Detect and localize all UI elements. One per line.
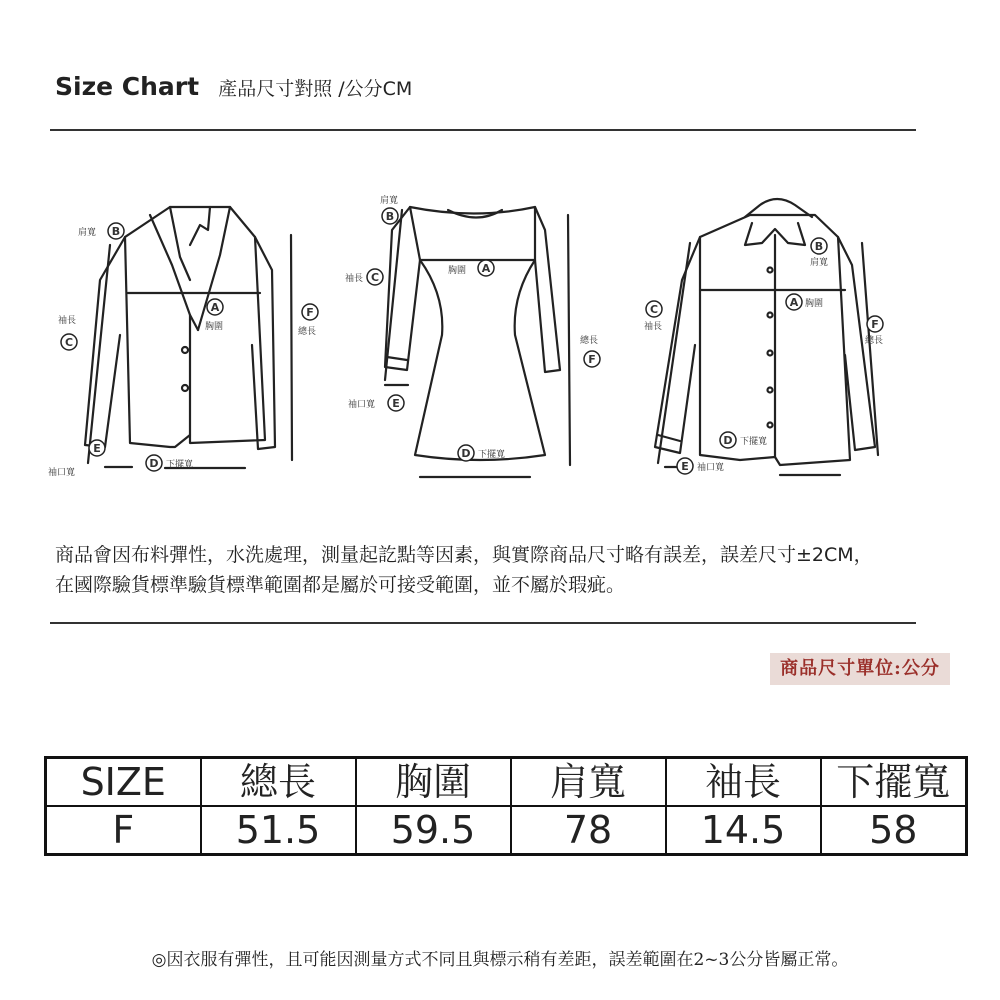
svg-text:肩寬: 肩寬: [810, 258, 829, 268]
svg-text:D: D: [461, 447, 471, 460]
shirt-illustration: [655, 199, 878, 475]
table-header-row: [46, 758, 967, 807]
jacket-label-f: [298, 304, 318, 337]
dress-label-e: [348, 395, 404, 411]
svg-text:袖口寬: 袖口寬: [697, 463, 725, 473]
note-line-2: 在國際驗貨標準驗貨標準範圍都是屬於可接受範圍，並不屬於瑕疵。: [55, 574, 626, 596]
svg-text:D: D: [149, 457, 159, 470]
svg-text:下擺寬: 下擺寬: [166, 460, 194, 470]
shirt-label-c: [644, 301, 662, 332]
svg-text:A: A: [789, 296, 799, 309]
table-row: [46, 806, 967, 855]
svg-text:B: B: [814, 240, 824, 253]
svg-text:總長: 總長: [580, 336, 599, 346]
header-sleeve: 袖長: [666, 758, 821, 807]
dress-label-c: [345, 269, 383, 285]
shirt-label-b: [810, 238, 828, 268]
size-table: [44, 756, 968, 856]
svg-text:肩寬: 肩寬: [380, 196, 399, 206]
svg-text:袖長: 袖長: [345, 274, 364, 284]
top-divider: [50, 129, 916, 131]
shirt-label-d: [720, 432, 767, 448]
svg-text:下擺寬: 下擺寬: [740, 437, 768, 447]
svg-text:C: C: [649, 303, 659, 316]
dress-label-f: [580, 334, 600, 367]
svg-text:A: A: [210, 301, 220, 314]
shirt-label-e: [677, 458, 724, 474]
dress-label-b: [380, 194, 398, 224]
svg-text:D: D: [723, 434, 733, 447]
measurement-note: [55, 540, 995, 600]
svg-text:肩寬: 肩寬: [78, 228, 97, 238]
svg-text:B: B: [111, 225, 121, 238]
svg-text:袖口寬: 袖口寬: [348, 400, 376, 410]
garment-diagrams: [40, 185, 960, 495]
jacket-label-e: [48, 440, 105, 478]
svg-text:總長: 總長: [865, 336, 884, 346]
header-size: SIZE: [46, 758, 201, 807]
cell-hem: 58: [821, 806, 967, 855]
dress-illustration: [385, 207, 570, 477]
svg-text:袖長: 袖長: [58, 316, 77, 326]
svg-text:總長: 總長: [298, 327, 317, 337]
svg-text:E: E: [392, 397, 400, 410]
middle-divider: [50, 622, 916, 624]
svg-text:E: E: [681, 460, 689, 473]
jacket-label-a: [205, 299, 223, 332]
svg-text:E: E: [93, 442, 101, 455]
unit-badge: 商品尺寸單位:公分: [770, 653, 950, 685]
dress-label-a: [448, 260, 494, 276]
svg-text:胸圍: 胸圍: [448, 266, 467, 276]
header-hem: 下擺寬: [821, 758, 967, 807]
svg-text:A: A: [481, 262, 491, 275]
header-total-length: 總長: [201, 758, 356, 807]
header-chest: 胸圍: [356, 758, 511, 807]
svg-text:袖長: 袖長: [644, 322, 663, 332]
jacket-label-c: [58, 314, 77, 350]
svg-text:F: F: [871, 318, 879, 331]
header-shoulder: 肩寬: [511, 758, 666, 807]
svg-text:B: B: [385, 210, 395, 223]
svg-text:C: C: [370, 271, 380, 284]
svg-text:下擺寬: 下擺寬: [478, 450, 506, 460]
cell-size: F: [46, 806, 201, 855]
svg-text:F: F: [588, 353, 596, 366]
size-chart-title: Size Chart: [55, 72, 200, 101]
garment-diagrams-svg: [40, 185, 960, 495]
page-header: [55, 72, 412, 101]
cell-shoulder: 78: [511, 806, 666, 855]
svg-text:胸圍: 胸圍: [805, 299, 824, 309]
svg-text:胸圍: 胸圍: [205, 322, 224, 332]
size-chart-subtitle: 產品尺寸對照 /公分CM: [218, 78, 413, 100]
jacket-label-b: [78, 223, 124, 239]
note-line-1: 商品會因布料彈性，水洗處理，測量起訖點等因素，與實際商品尺寸略有誤差，誤差尺寸±2CM，: [55, 544, 873, 566]
footnote: ◎因衣服有彈性，且可能因測量方式不同且與標示稍有差距，誤差範圍在2~3公分皆屬正常。: [151, 950, 849, 970]
svg-text:C: C: [64, 336, 74, 349]
jacket-label-d: [146, 455, 193, 471]
svg-text:F: F: [306, 306, 314, 319]
dress-label-d: [458, 445, 505, 461]
cell-total-length: 51.5: [201, 806, 356, 855]
svg-text:袖口寬: 袖口寬: [48, 468, 76, 478]
cell-sleeve: 14.5: [666, 806, 821, 855]
shirt-label-a: [786, 294, 823, 310]
cell-chest: 59.5: [356, 806, 511, 855]
jacket-illustration: [85, 207, 292, 468]
